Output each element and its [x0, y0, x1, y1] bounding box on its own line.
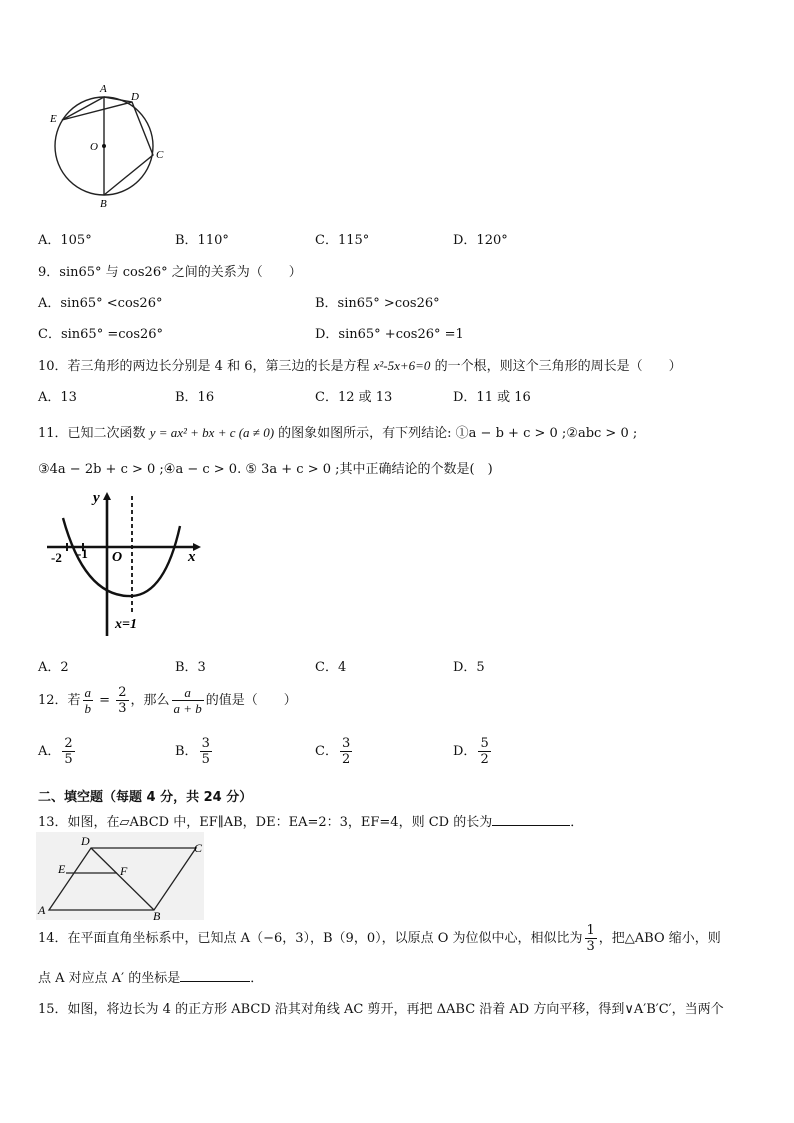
q8-option-c: C．115°	[315, 233, 370, 248]
label-f: F	[120, 864, 128, 878]
q12-option-d-frac	[478, 736, 490, 767]
graph-label-axis: x=1	[115, 617, 137, 632]
label-a: A	[100, 83, 107, 95]
q10-stem	[38, 355, 682, 374]
q14-line1-post: ，把△ABO 缩小，则	[598, 931, 721, 946]
graph-label-o: O	[112, 550, 123, 565]
q12-option-b-frac	[200, 736, 212, 767]
q11-line1-post: 的图象如图所示，有下列结论: ①a − b + c > 0 ;②abc > 0 ;	[274, 426, 638, 441]
q13-answer-blank	[492, 813, 570, 826]
q15-stem: 15．如图，将边长为 4 的正方形 ABCD 沿其对角线 AC 剪开，再把 ΔABC 沿着 AD 方向平移，得到∨A′B′C′，当两个	[38, 1002, 724, 1017]
q12-option-c-label: C．	[315, 744, 338, 759]
q14-ratio-den: 3	[586, 939, 595, 954]
q13-end: ．	[570, 815, 584, 830]
q12-option-d-num: 5	[480, 736, 489, 751]
q14-line1	[38, 921, 721, 957]
q11-option-a: A．2	[38, 660, 69, 675]
q14-line1-pre: 14．在平面直角坐标系中，已知点 A（−6，3），B（9，0），以原点 O 为位似中心，相似比为	[38, 931, 583, 946]
label-b: B	[100, 198, 107, 210]
q10-option-d: D．11 或 16	[453, 390, 531, 405]
q9-option-d: D．sin65° +cos26° =1	[315, 327, 464, 342]
q12-option-c-den: 2	[341, 752, 351, 767]
q12-option-d-den: 2	[480, 752, 489, 767]
q10-stem-post: 的一个根，则这个三角形的周长是（ ）	[430, 359, 682, 374]
q12-pre: 12．若	[38, 693, 81, 708]
section2-title: 二、填空题（每题 4 分，共 24 分）	[38, 790, 253, 805]
q14-line2	[38, 967, 263, 986]
q12-option-a-num: 2	[64, 736, 73, 751]
q12-option-a-den: 5	[64, 752, 73, 767]
label-a: A	[38, 903, 46, 917]
q14-line2-pre: 点 A 对应点 A′ 的坐标是	[38, 971, 181, 986]
graph-label-m1: -1	[77, 546, 88, 561]
q12-option-c-num: 3	[341, 736, 351, 751]
label-e: E	[50, 113, 57, 125]
q10-stem-pre: 10．若三角形的两边长分别是 4 和 6，第三边的长是方程	[38, 359, 374, 374]
q13-stem	[38, 811, 583, 830]
q12-option-b-den: 5	[201, 752, 210, 767]
q12-eq: =	[95, 693, 115, 708]
center-dot	[102, 144, 106, 148]
q14-ratio-frac	[585, 923, 597, 954]
q9-option-a: A．sin65° <cos26°	[38, 296, 163, 311]
q11-line2: ③4a − 2b + c > 0 ;④a − c > 0. ⑤ 3a + c > 0 ;其中正确结论的个数是( )	[38, 462, 493, 477]
q11-function: y = ax² + bx + c (a ≠ 0)	[149, 425, 275, 440]
q12-option-d	[453, 734, 493, 770]
q10-option-c: C．12 或 13	[315, 390, 393, 405]
label-e: E	[58, 862, 66, 876]
q12-val-frac	[116, 685, 128, 716]
q10-option-b: B．16	[175, 390, 215, 405]
q11-option-c: C．4	[315, 660, 347, 675]
q10-equation: x²-5x+6=0	[373, 358, 431, 373]
q10-option-a: A．13	[38, 390, 77, 405]
label-d: D	[81, 834, 90, 848]
q12-option-a-frac	[62, 736, 74, 767]
q12-cond-den: b	[84, 701, 92, 716]
q12-option-a-label: A．	[38, 744, 61, 759]
q11-line1	[38, 422, 637, 441]
q12-option-b-label: B．	[175, 744, 198, 759]
q8-option-a: A．105°	[38, 233, 92, 248]
graph-label-x: x	[188, 549, 196, 565]
q12-cond-num: a	[84, 685, 92, 700]
q12-option-b	[175, 734, 214, 770]
q12-ask-num: a	[172, 685, 204, 701]
q12-option-a	[38, 734, 77, 770]
label-c: C	[156, 149, 164, 161]
q9-option-c: C．sin65° =cos26°	[38, 327, 164, 342]
graph-label-m2: -2	[51, 550, 62, 565]
q11-line1-pre: 11．已知二次函数	[38, 426, 150, 441]
q12-option-c-frac	[340, 736, 352, 767]
label-c: C	[194, 841, 203, 855]
q12-post: 的值是（ ）	[205, 693, 297, 708]
q12-ask-frac	[172, 685, 204, 716]
q12-cond-frac	[83, 685, 94, 716]
q12-val-num: 2	[118, 685, 127, 700]
q12-option-b-num: 3	[201, 736, 210, 751]
graph-label-y: y	[93, 490, 100, 506]
y-axis-arrow	[103, 492, 111, 500]
q12-val-den: 3	[118, 701, 127, 716]
q14-line2-post: ．	[250, 971, 264, 986]
q11-option-d: D．5	[453, 660, 485, 675]
q8-option-b: B．110°	[175, 233, 229, 248]
q12-stem	[38, 683, 297, 719]
q13-text: 13．如图，在▱ABCD 中，EF∥AB，DE：EA=2：3，EF=4，则 CD 的长为	[38, 815, 493, 830]
label-d: D	[131, 91, 139, 103]
q8-circle-figure	[45, 80, 180, 210]
q11-option-b: B．3	[175, 660, 206, 675]
q12-option-d-label: D．	[453, 744, 477, 759]
q12-ask-den: a + b	[173, 701, 202, 716]
q13-parallelogram-figure	[36, 832, 208, 922]
q9-option-b: B．sin65° >cos26°	[315, 296, 440, 311]
q9-stem: 9．sin65° 与 cos26° 之间的关系为（ ）	[38, 265, 302, 280]
pentagon	[104, 97, 153, 195]
label-o: O	[90, 141, 98, 153]
q12-option-c	[315, 734, 354, 770]
q12-mid: ，那么	[130, 693, 170, 708]
q11-parabola-graph	[45, 488, 205, 638]
label-b: B	[153, 909, 161, 922]
q8-option-d: D．120°	[453, 233, 508, 248]
q14-ratio-num: 1	[586, 923, 595, 938]
q14-answer-blank	[180, 969, 250, 982]
